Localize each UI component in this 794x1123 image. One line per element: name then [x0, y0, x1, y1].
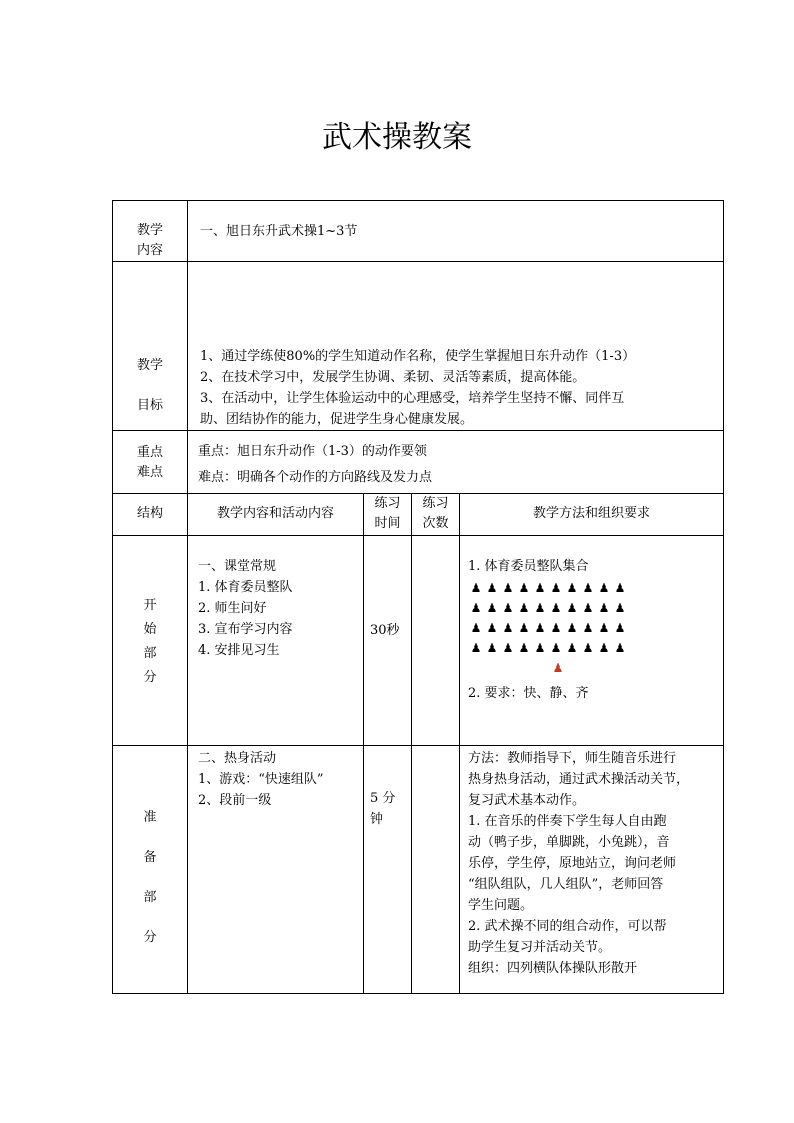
- header-methods: 教学方法和组织要求: [460, 494, 724, 536]
- prep-method-line: 学生问题。: [468, 898, 534, 913]
- objectives-text-cell: [188, 262, 724, 431]
- student-figure-icon: ♟: [502, 641, 514, 655]
- student-figure-icon: ♟: [614, 621, 626, 635]
- prep-method-line: 1. 在音乐的伴奏下学生每人自由跑: [468, 814, 667, 829]
- student-figure-icon: ♟: [598, 621, 610, 635]
- objectives-label-top: 教学: [136, 358, 163, 373]
- key-point-text: 重点：旭日东升动作（1-3）的动作要领: [198, 444, 427, 459]
- page-title: 武术操教案: [322, 120, 472, 155]
- student-figure-icon: ♟: [582, 581, 594, 595]
- prep-method-line: 2. 武术操不同的组合动作，可以帮: [468, 919, 667, 934]
- student-figure-icon: ♟: [566, 641, 578, 655]
- keypoints-label-line1: 重点: [136, 445, 163, 460]
- prep-method-line: 动（鸭子步，单脚跳，小兔跳），音: [468, 835, 670, 850]
- student-figure-icon: ♟: [486, 641, 498, 655]
- student-figure-icon: ♟: [486, 581, 498, 595]
- student-figure-icon: ♟: [534, 581, 546, 595]
- student-figure-icon: ♟: [518, 641, 530, 655]
- teacher-row: [468, 659, 723, 679]
- prep-activity-line: 1、游戏：“快速组队”: [198, 772, 324, 787]
- teacher-figure-icon: ♟: [552, 661, 564, 675]
- objectives-label-cell: [113, 262, 188, 431]
- header-activities: 教学内容和活动内容: [188, 494, 364, 536]
- start-section-row: [113, 536, 724, 746]
- prep-time-line1: 5 分: [370, 791, 396, 806]
- start-activity-line: 3. 宣布学习内容: [198, 622, 293, 637]
- content-text-cell: [188, 201, 724, 262]
- student-figure-icon: ♟: [550, 601, 562, 615]
- header-structure: 结构: [113, 494, 188, 536]
- start-section-count-cell: [412, 536, 460, 746]
- student-figure-icon: ♟: [582, 621, 594, 635]
- student-figure-icon: ♟: [470, 641, 482, 655]
- formation-row: [468, 599, 723, 619]
- student-figure-icon: ♟: [518, 621, 530, 635]
- start-method-title: 1. 体育委员整队集合: [468, 559, 589, 574]
- prep-method-line: 方法：教师指导下，师生随音乐进行: [468, 751, 677, 766]
- student-figure-icon: ♟: [614, 581, 626, 595]
- prep-section-label-cell: 准 备 部 分: [113, 746, 188, 994]
- content-label-line1: 教学: [136, 223, 163, 238]
- start-activity-line: 4. 安排见习生: [198, 643, 280, 658]
- keypoints-row: [113, 431, 724, 494]
- student-figure-icon: ♟: [534, 621, 546, 635]
- prep-section-methods-cell: [460, 746, 724, 994]
- formation-diagram: [468, 579, 723, 679]
- content-row: [113, 201, 724, 262]
- student-figure-icon: ♟: [470, 601, 482, 615]
- student-figure-icon: ♟: [598, 581, 610, 595]
- student-figure-icon: ♟: [502, 581, 514, 595]
- student-figure-icon: ♟: [566, 581, 578, 595]
- student-figure-icon: ♟: [614, 641, 626, 655]
- content-label-line2: 内容: [136, 243, 163, 258]
- student-figure-icon: ♟: [534, 641, 546, 655]
- start-activity-line: 一、课堂常规: [198, 559, 277, 574]
- prep-method-line: 助学生复习并活动关节。: [468, 940, 612, 955]
- start-activity-line: 1. 体育委员整队: [198, 580, 293, 595]
- keypoints-text-cell: [188, 431, 724, 494]
- header-row: [113, 494, 724, 536]
- student-figure-icon: ♟: [582, 641, 594, 655]
- keypoints-label-line2: 难点: [136, 465, 163, 480]
- student-figure-icon: ♟: [566, 621, 578, 635]
- student-figure-icon: ♟: [502, 621, 514, 635]
- student-figure-icon: ♟: [518, 581, 530, 595]
- student-figure-icon: ♟: [502, 601, 514, 615]
- student-figure-icon: ♟: [598, 641, 610, 655]
- content-label-cell: [113, 201, 188, 262]
- header-practice-count: 练习 次数: [412, 494, 460, 536]
- prep-method-line: 乐停，学生停，原地站立，询问老师: [468, 856, 677, 871]
- objectives-row: [113, 262, 724, 431]
- prep-activity-line: 二、热身活动: [198, 751, 277, 766]
- student-figure-icon: ♟: [486, 621, 498, 635]
- student-figure-icon: ♟: [582, 601, 594, 615]
- keypoints-label-cell: [113, 431, 188, 494]
- formation-row: [468, 619, 723, 639]
- prep-section-time-cell: [364, 746, 412, 994]
- student-figure-icon: ♟: [470, 581, 482, 595]
- header-practice-time: 练习 时间: [364, 494, 412, 536]
- objective-line: 3、在活动中，让学生体验运动中的心理感受，培养学生坚持不懈、同伴互: [200, 391, 625, 406]
- student-figure-icon: ♟: [550, 621, 562, 635]
- objective-line: 1、通过学练使80%的学生知道动作名称，使学生掌握旭日东升动作（1-3）: [200, 349, 636, 364]
- start-section-methods-cell: [460, 536, 724, 746]
- student-figure-icon: ♟: [518, 601, 530, 615]
- prep-method-line: 复习武术基本动作。: [468, 793, 586, 808]
- student-figure-icon: ♟: [566, 601, 578, 615]
- prep-method-line: “组队组队，几人组队”，老师回答: [468, 877, 664, 892]
- prep-activity-line: 2、段前一级: [198, 793, 272, 808]
- start-section-time-cell: [364, 536, 412, 746]
- objective-line: 2、在技术学习中，发展学生协调、柔韧、灵活等素质，提高体能。: [200, 370, 586, 385]
- lesson-plan-table: [112, 200, 724, 994]
- student-figure-icon: ♟: [550, 641, 562, 655]
- objective-line: 助、团结协作的能力，促进学生身心健康发展。: [200, 412, 474, 427]
- student-figure-icon: ♟: [614, 601, 626, 615]
- start-section-label-cell: 开 始 部 分: [113, 536, 188, 746]
- prep-time-line2: 钟: [370, 812, 384, 827]
- formation-row: [468, 639, 723, 659]
- prep-section-count-cell: [412, 746, 460, 994]
- prep-method-line: 组织：四列横队体操队形散开: [468, 961, 638, 976]
- prep-section-activities-cell: [188, 746, 364, 994]
- student-figure-icon: ♟: [534, 601, 546, 615]
- student-figure-icon: ♟: [598, 601, 610, 615]
- content-text: 一、旭日东升武术操1~3节: [200, 224, 358, 239]
- difficulty-text: 难点：明确各个动作的方向路线及发力点: [198, 470, 433, 485]
- student-figure-icon: ♟: [486, 601, 498, 615]
- prep-section-row: [113, 746, 724, 994]
- objectives-label-bottom: 目标: [136, 398, 163, 413]
- start-activity-line: 2. 师生问好: [198, 601, 267, 616]
- student-figure-icon: ♟: [470, 621, 482, 635]
- prep-method-line: 热身热身活动，通过武术操活动关节，: [468, 772, 690, 787]
- formation-row: [468, 579, 723, 599]
- start-requirement: 2. 要求：快、静、齐: [468, 686, 589, 701]
- student-figure-icon: ♟: [550, 581, 562, 595]
- start-section-activities-cell: [188, 536, 364, 746]
- start-time: 30秒: [370, 623, 400, 638]
